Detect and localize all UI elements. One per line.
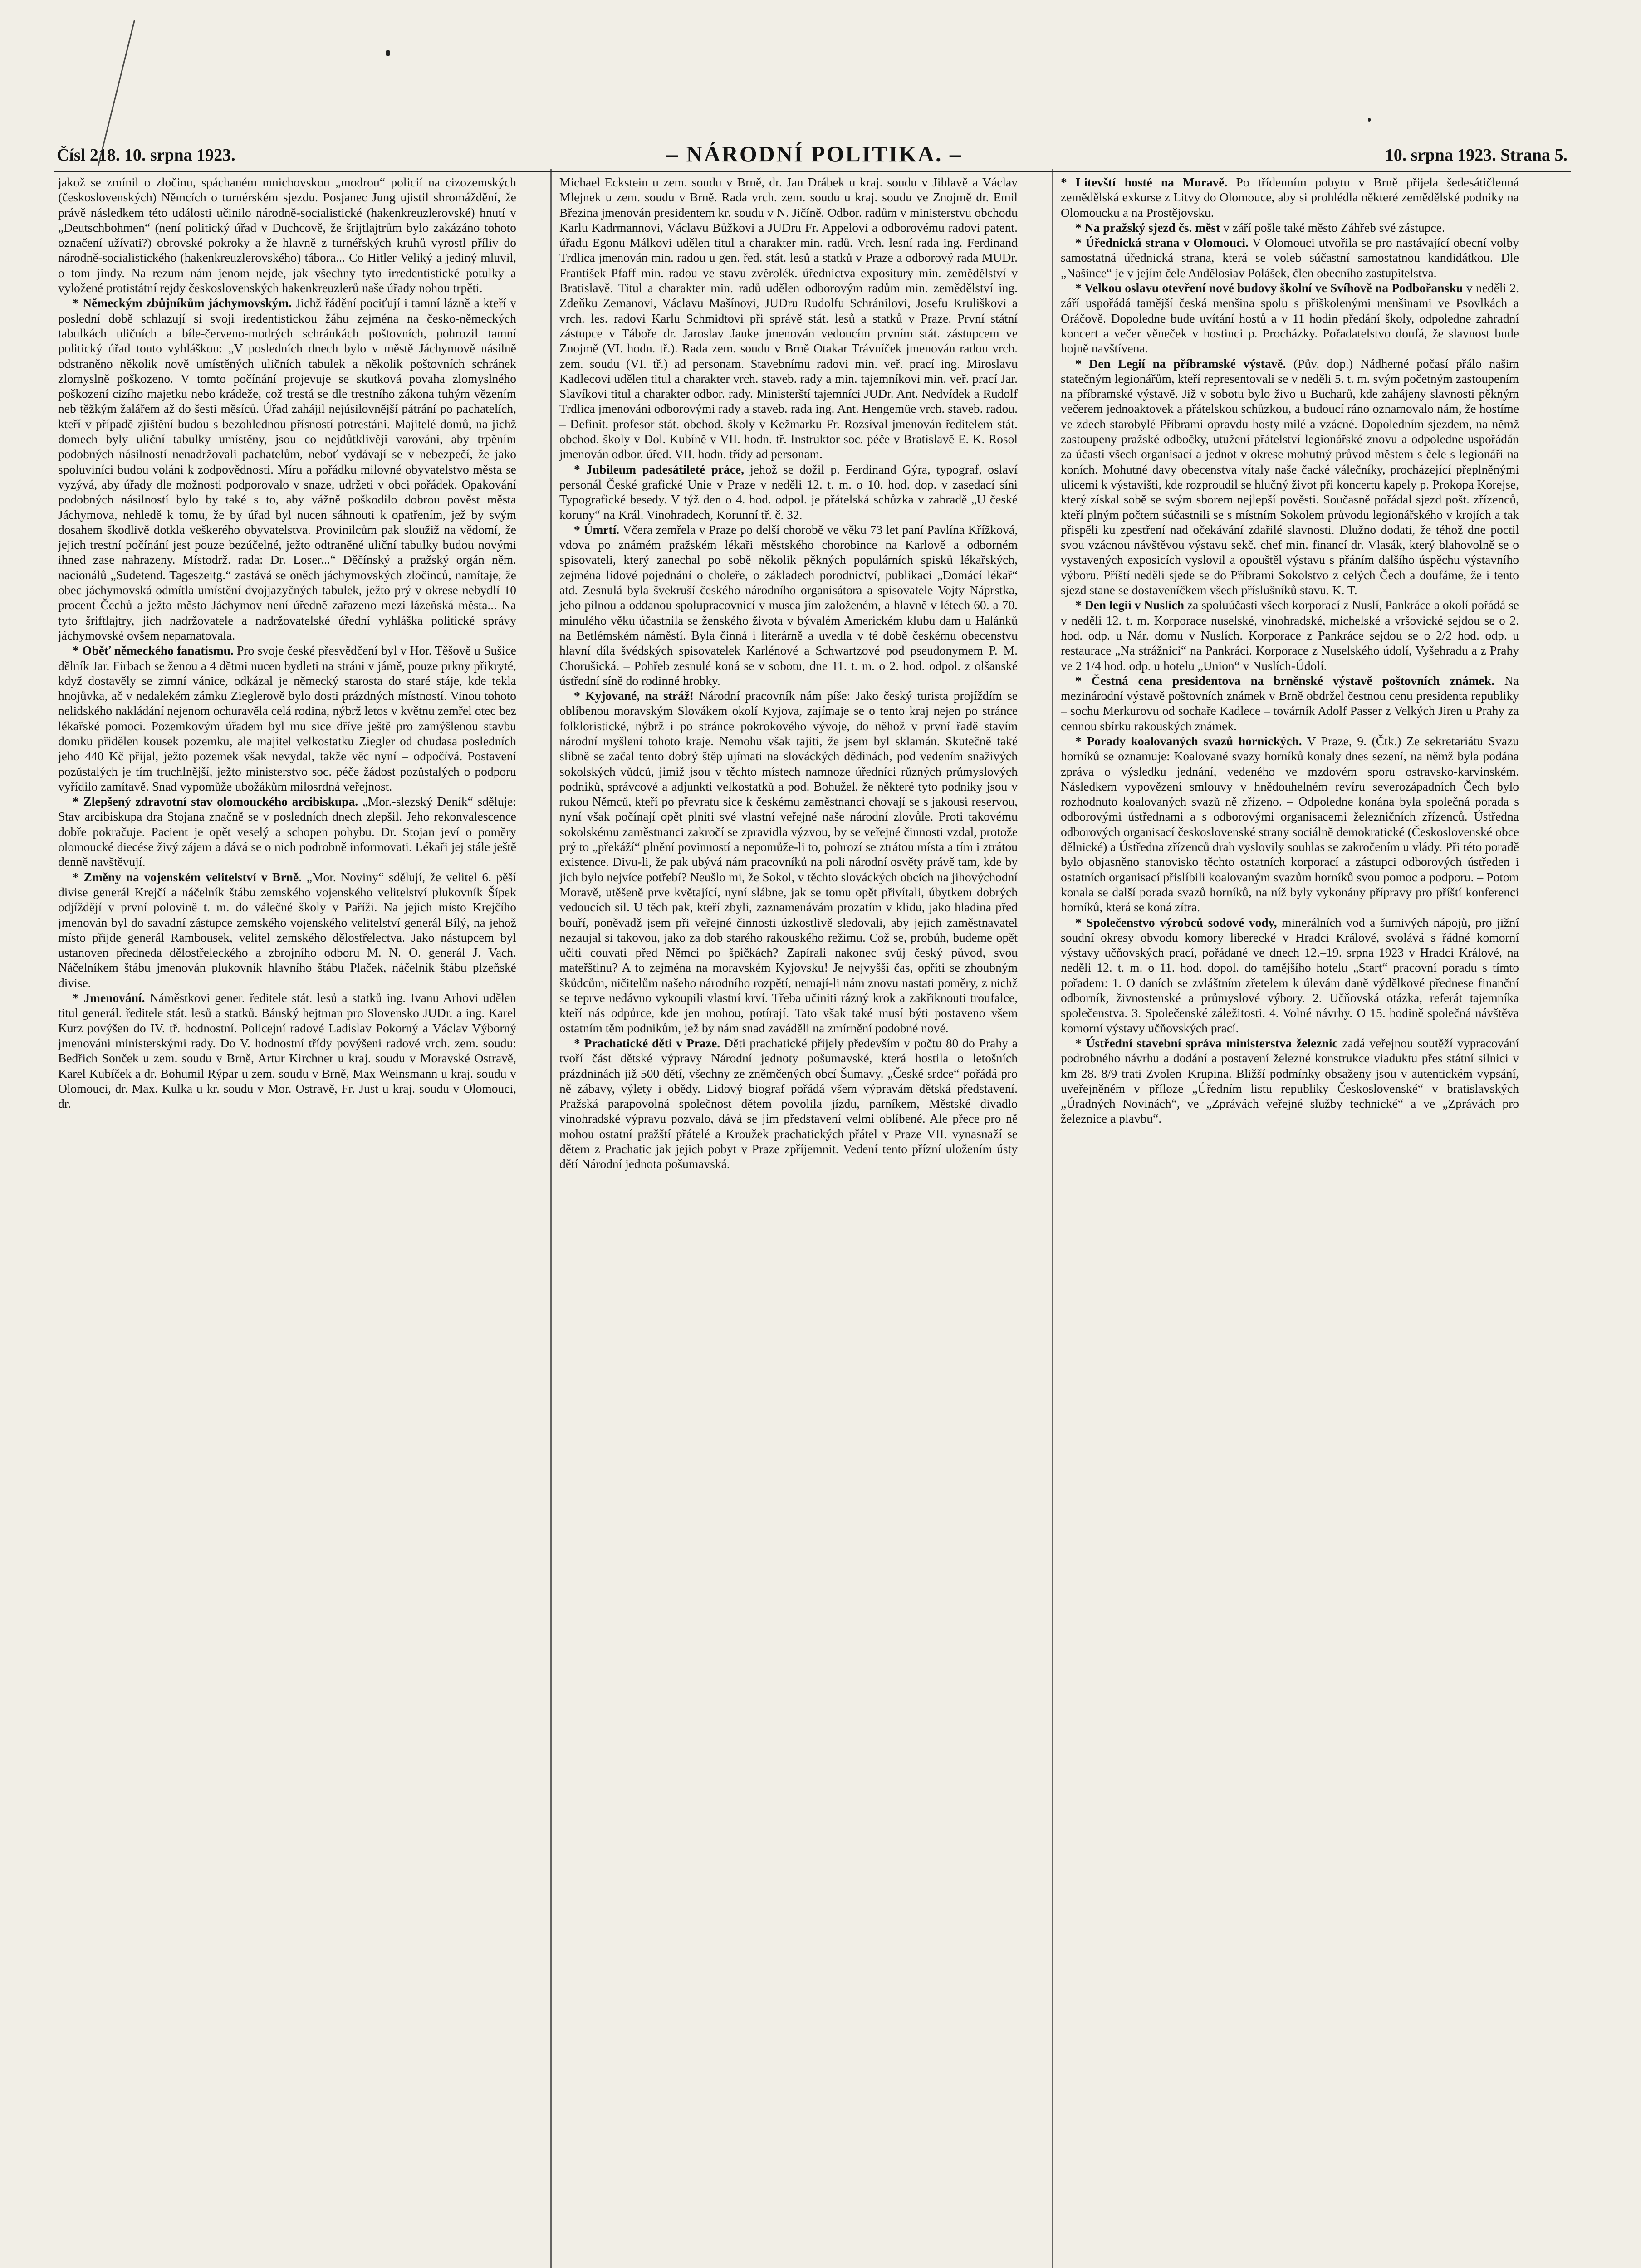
article-paragraph — [1061, 356, 1519, 598]
article-paragraph — [1061, 597, 1519, 673]
article-text: zadá veřejnou soutěží vypracování podrobného návrhu a dodání a postavení železné konstrukce viaduktu přes státní silnici v km 28. 8/9 trati Zvolen–Krupina. Bližší podmínky obsaženy jsou v autentickém vypsání, uveřejněném v příloze „Úředním listu republiky Československé“ v bratislavských „Úradných Novinách“, ve „Zprávách veřejné služby technické“ a ve „Zprávách pro železnice a plavbu“. — [1061, 1036, 1519, 1126]
issue-number-date: Čísl 218. 10. srpna 1923. — [57, 146, 235, 165]
article-paragraph — [58, 794, 516, 869]
article-text: v neděli 2. září uspořádá tamější česká menšina spolu s přiškolenými menšinami ve Psovlkách a Oráčově. Dopoledne bude uvítání hostů a v 11 hodin předání školy, odpoledne zahradní koncert a večer věneček v hostinci p. Procházky. Pořadatelstvo doufá, že slavnost bude hojně navštívena. — [1061, 281, 1519, 356]
column-divider — [550, 169, 552, 2268]
article-text: Pro svoje české přesvědčení byl v Hor. Těšově u Sušice dělník Jar. Firbach se ženou a 4 dětmi nucen bydleti na stráni v jámě, pouze prkny přikryté, když dostavěly se zimní vánice, odkázal je německý starosta do staré stáje, kde tekla hnojůvka, ač v nedalekém zámku Zieglerově bylo dosti prázdných místností. Vinou tohoto nelidského nakládání nejenom ochuravěla celá rodina, nýbrž letos v květnu zemřel otec bez lékařské pomoci. Pozemkovým úřadem byl mu sice dříve ještě pro zamýšlenou stavbu domku přidělen kousek pozemku, ale majitel velkostatku Ziegler od chudasa posledních jeho 440 Kč přijal, ježto pozemek však nevydal, takže věc nyní – odpočívá. Postavení pozůstalých je tím truchlnější, ježto ministerstvo soc. péče žádost pozůstalých o podporu vyřídilo zamítavě. Snad vypomůže ubožákům milosrdná veřejnost. — [58, 643, 516, 793]
article-column-2 — [559, 175, 1018, 2268]
article-paragraph — [58, 643, 516, 794]
masthead-title: – NÁRODNÍ POLITIKA. – — [666, 141, 962, 166]
article-paragraph — [1061, 235, 1519, 280]
article-paragraph — [559, 688, 1018, 1036]
article-paragraph — [559, 462, 1018, 522]
article-headline: * Prachatické děti v Praze. — [574, 1036, 720, 1050]
article-headline: * Německým zbůjníkům jáchymovským. — [73, 296, 292, 310]
article-paragraph — [58, 295, 516, 643]
article-paragraph — [58, 175, 516, 295]
article-text: Po třídenním pobytu v Brně přijela šedesátičlenná zemědělská exkurse z Litvy do Olomouce, aby si prohlédla některé zemědělské podniky na Olomoucku a na Prostějovsku. — [1061, 175, 1519, 220]
article-text: minerálních vod a šumivých nápojů, pro jižní soudní okresy obvodu komory liberecké v Hradci Králové, svolává s řádné komorní výstavy učňovských prací, pořádané ve dnech 12.–19. srpna 1923 v Hradci Králové, na neděli 12. t. m. o 11. hod. dopol. do tamějšího hotelu „Start“ pracovní poradu s tímto pořadem: 1. O daních se zvláštním zřetelem k úlevám daně výdělkové přednese finanční odborník, živnostenské a průmyslové výbory. 2. Učňovská otázka, referát tajemníka společenstva. 3. Společenské záležitosti. 4. Volné návrhy. O 15. hodině společná návštěva komorní výstavy učňovských prací. — [1061, 915, 1519, 1035]
article-paragraph — [1061, 1036, 1519, 1126]
article-headline: * Změny na vojenském velitelství v Brně. — [73, 870, 302, 884]
article-text: V Praze, 9. (Čtk.) Ze sekretariátu Svazu horníků se oznamuje: Koalované svazy horníků konaly dnes sezení, na němž byla podána zpráva o výsledku jednání, vedeného ve mzdovém sporu ostravsko-karvinském. Následkem vypovězení smlouvy v hnědouhelném revíru severozápadních Čech bylo rozhodnuto koalovaných svazů ně zřízeno. – Odpoledne konána byla společná porada s odborovými ústřednami a s odborovými organisacemi železničních zřízenců. Ústředna odborových organisací československé strany sociálně demokratické (Československé obce dělnické) a Ústředna zřízenců drah vyslovily souhlas se zakročením u vlády. Při této poradě bylo objasněno stanovisko těchto ostatních korporací a zástupci odborových ústředen i ostatních organisací přislíbili koalovaným svazům horníků svou pomoc a podporu. – Potom konala se další porada svazů horníků, na níž byly vykonány přípravy pro příští konferenci horníků, která se koná zítra. — [1061, 733, 1519, 914]
article-text: za spoluúčasti všech korporací z Nuslí, Pankráce a okolí pořádá se v neděli 12. t. m. Korporace nuselské, vinohradské, michelské a vršovické sejdou se o 2. hod. odp. u Nár. domu v Nuslích. Korporace z Pankráce sejdou se o 2/2 hod. odp. u restaurace „Na strážnici“ na Pankráci. Korporace z Nuselského údolí, Vyšehradu a z Prahy ve 2 1/4 hod. odp. u hotelu „Union“ v Nuslích-Údolí. — [1061, 598, 1519, 673]
article-headline: * Ústřední stavební správa ministerstva železnic — [1075, 1036, 1338, 1050]
article-text: jakož se zmínil o zločinu, spáchaném mnichovskou „modrou“ policií na cizozemských (československých) Němcích o turnérském sjezdu. Posjanec Jung ujistil shromáždění, že právě následkem této události učinilo národně-socialistické (hakenkreuzlerovské) hnutí v „Deutschbohmen“ (není politický úřad v Duchcově, že šrijtlajtrům bylo zakázáno tohoto označení užívati?) obrovské pokroky a že hlavně z turnéřských kruhů vyrostl příliv do národně-socialistického (hakenkreuzlerovského) tábora... Co Hitler Veliký a jediný mluvil, o tom jindy. Na rezum nám jenom nejde, jak všechny tyto irredentistické potulky a vyložené protistátní rejdy československých hakenkreuzlerů naše úřady nohou trpěti. — [58, 175, 516, 295]
header-rule — [54, 171, 1571, 172]
article-text: (Pův. dop.) Nádherné počasí přálo našim statečným legionářům, kteří representovali se v neděli 5. t. m. svým početným zastoupením na příbramské výstavě. Již v sobotu bylo živo u Bucharů, kde zahájeny slavnosti pěkným večerem jednoaktovek a přátelskou schůzkou, a budoucí ráno oznamovalo nám, že hostíme ve zdech starobylé Příbrami opravdu hosty milé a vzácné. Dopoledním sjezdem, na němž zastoupeny pražské odbočky, utužení přátelství legionářské znovu a odpoledne uspořádán za účasti všech organisací a jednot v okrese mohutný průvod městem s čele s legionáři na koních. Mohutné davy obecenstva vítaly naše čacké válečníky, procházející přeplněnými ulicemi k výstavišti, kde rozproudil se hlučný život při koncertu kapely p. Prokopa Korejse, který získal sobě se svým sborem nejlepší pověsti. Současně pořádal sjezd pošt. zřízenců, kteří plným počtem súčastnili se s místním Sokolem průvodu legionářského v krojích a tak přispěli ku zpestření nad očekávání zdařilé slavnosti. Dlužno dodati, že téhož dne poctil svou vzácnou návštěvou výstavu sekč. chef min. financí dr. Vlasák, který blahovolně se o vystavených exposicích vyslovil a opouštěl výstavu s přáním dalšího úspěchu výstavního výboru. Příští neděli sjede se do Příbrami Sokolstvo z celých Čech a doufáme, že i tento sjezd stane se dostaveníčkem všech příslušníků stavu. K. T. — [1061, 356, 1519, 597]
article-headline: * Zlepšený zdravotní stav olomouckého arcibiskupa. — [73, 794, 358, 809]
article-text: Včera zemřela v Praze po delší chorobě ve věku 73 let paní Pavlína Křížková, vdova po známém pražském lékaři městského chorobince na Karlově a odborném spisovateli, který zanechal po sobě několik pěkných populárních spisků lékařských, zejména lidové pojednání o choleře, o základech porodnictví, publikaci „Domácí lékař“ atd. Zesnulá byla švekruší českého národního organisátora a spisovatele Vojty Náprstka, jeho pilnou a oddanou spolupracovnicí v musea jím založeném, a hlavně v létech 60. a 70. minulého věku účastnila se ženského života v bývalém Americkém klubu dam u Halánků na Betlémském náměstí. Byla činná i literárně a uvedla v té době českému obecenstvu hlavní díla švédských spisovatelek Karlénové a Schwartzové pod pseudonymem P. M. Chorušická. – Pohřeb zesnulé koná se v sobotu, dne 11. t. m. o 2. hod. odpol. z olšanské ústřední síně do rodinné hrobky. — [559, 522, 1018, 688]
scan-speck — [1368, 118, 1371, 122]
article-text: v září pošle také město Záhřeb své zástupce. — [1223, 220, 1445, 235]
article-paragraph — [559, 1036, 1018, 1172]
article-column-1 — [58, 175, 516, 2268]
article-headline: * Oběť německého fanatismu. — [73, 643, 234, 658]
article-paragraph — [1061, 280, 1519, 356]
article-text: Michael Eckstein u zem. soudu v Brně, dr. Jan Drábek u kraj. soudu v Jihlavě a Václav Mlejnek u zem. soudu v Brně. Rada vrch. zem. soudu u kraj. soudu ve Znojmě dr. Emil Březina jmenován presidentem kr. soudu v N. Jičíně. Odbor. radům v ministerstvu obchodu Karlu Kadrmannovi, Václavu Bůžkovi a JUDru Fr. Appelovi a odborovému radovi patent. úřadu Egonu Málkovi udělen titul a charakter min. radů. Vrch. lesní rada ing. Ferdinand Trdlica jmenován min. radou u gen. řed. stát. lesů a statků v Praze a odborový rada MUDr. František Pfaff min. radou ve stavu zvěrolék. úřednictva expositury min. zemědělství v Bratislavě. Titul a charakter min. radů udělen odborovým radům min. zemědělství ing. Zdeňku Zemanovi, Václavu Mašínovi, JUDru Rudolfu Schránilovi, Josefu Kruliškovi a vrch. les. radovi Karlu Schmidtovi při správě stát. lesů a statků v Praze. První státní zástupce v Táboře dr. Jaroslav Jauke jmenován vedoucím prvním stát. zástupcem ve Znojmě (VI. hodn. tř.). Rada zem. soudu v Brně Otakar Trávníček jmenován radou vrch. zem. soudu (VI. tř.) ad personam. Stavebnímu radovi min. veř. prací ing. Miroslavu Kadlecovi udělen titul a charakter vrch. staveb. rady a min. tajemníkovi min. veř. prací Jar. Slavíkovi titul a charakter odbor. rady. Ministerští tajemníci JUDr. Ant. Nedvídek a Rudolf Trdlica jmenováni odborovými rady a staveb. rada ing. Ant. Hengemüe vrch. staveb. radou. – Definit. profesor stát. obchod. školy v Kežmarku Fr. Rozsíval jmenován ředitelem stát. obchod. školy v Dol. Kubíně v VII. hodn. tř. Instruktor soc. péče v Bratislavě E. K. Rosol jmenován odbor. úřed. VII. hodn. třídy ad personam. — [559, 175, 1018, 461]
scan-speck — [386, 50, 390, 56]
article-headline: * Na pražský sjezd čs. měst — [1075, 220, 1220, 235]
article-paragraph — [559, 175, 1018, 462]
article-paragraph — [1061, 175, 1519, 220]
article-headline: * Kyjované, na stráž! — [574, 689, 694, 703]
article-paragraph — [1061, 673, 1519, 733]
article-headline: * Jubileum padesátileté práce, — [574, 462, 745, 476]
article-text: Děti prachatické přijely především v počtu 80 do Prahy a tvoří část dětské výpravy Národní jednoty pošumavské, která hostila o letošních prázdninách již 500 dětí, všechny ze zněmčených obcí Šumavy. „České srdce“ pořádá pro ně zábavy, výlety i obědy. Lidový biograf pořádá všem výpravám dětská představení. Pražská parapovolná společnost dětem povolila jízdu, parníkem, Městské divadlo vinohradské výpravu pozvalo, dává se jim představení velmi oblíbené. Ale přece pro ně mohou ostatní pražští přátelé a Kroužek prachatických přátel v Praze VII. vynasnaží se dětem z Prachatic jak jejich pobyt v Praze zpříjemnit. Vedení tento přízní uložením ústy dětí Národní jednota pošumavská. — [559, 1036, 1018, 1171]
article-text: jehož se dožil p. Ferdinand Gýra, typograf, oslaví personál České grafické Unie v Praze v neděli 12. t. m. o 10. hod. dop. v zasedací síni Typografické besedy. V týž den o 4. hod. odpol. je přátelská schůzka v zahradě „U české koruny“ na Král. Vinohradech, Korunní tř. č. 32. — [559, 462, 1018, 522]
page-date-number: 10. srpna 1923. Strana 5. — [1385, 146, 1568, 165]
article-headline: * Čestná cena presidentova na brněnské výstavě poštovních známek. — [1075, 673, 1495, 688]
article-headline: * Úřednická strana v Olomouci. — [1075, 235, 1249, 250]
article-paragraph — [559, 522, 1018, 688]
article-text: Jichž řádění pociťují i tamní lázně a kteří v poslední době schlazují si svoji iredentistickou žáhu zejména na česko-německých tabulkách uličních a bíle-červeno-modrých schránkách poštovních, pohrozil tamní politický úřad touto vyhláškou: „V posledních dnech bylo v městě Jáchymově násilně odstraněno několik nově umístěných uličních tabulek a několik poštovních schránek zlomyslně poškozeno. V tomto počínání projevuje se skutková povaha zlomyslného poškození cizího majetku nebo krádeže, což trestá se dle trestního zákona tuhým vězením neb těžkým žalářem až do šesti měsíců. Úřad zahájil nejúsilovnější pátrání po pachatelích, kteří v případě zjištění budou s bezohlednou přísností potrestáni. Majitelé domů, na jichž domech byly uliční tabulky umístěny, jsou co nejdůtklivěji varováni, aby trpěním podobných násilností nenadržovali pachatelům, neboť vydávají se v nebezpečí, že jako spoluviníci budou voláni k zodpovědnosti. Míru a pořádku milovné obyvatelstvo města se vyzývá, aby úřady dle možnosti podporovalo v snaze, udržeti v obci pořádek. Opakování podobných násilností bylo by také s to, aby vážně poškodilo dobrou pověst města Jáchymova, nehledě k tomu, že by úřad byl nucen sáhnouti k opatřením, jež by svým dosahem škodlivě dotkla veškerého obyvatelstva. Provinilcům pak sloužiž na vědomí, že jejich trestní počínání jest pouze bezúčelné, ježto odtraněné uliční tabulky budou novými ihned zase nahrazeny. Místodrž. rada: Dr. Loser...“ Děčínský a pražský orgán něm. nacionálů „Sudetend. Tageszeitg.“ zastává se oněch jáchymovských zločinců, namítaje, že obec jáchymovská odmítla umístění dvojjazyčných tabulek, ježto prý v okrese nebydlí 10 procent Čechů a ježto město Jáchymov není úředně zařazeno mezi lázeňská města... Na tyto šriftlajtry, jich nadržovatele a nadržovatelské úřední vyhláška politické správy jáchymovské ovšem nepamatovala. — [58, 296, 516, 642]
article-text: Národní pracovník nám píše: Jako český turista projíždím se oblíbenou moravským Slovákem okolí Kyjova, zajímaje se o tento kraj nejen po stránce folkloristické, nýbrž i po stránce pokrokového vývoje, do něhož v první řadě stavím národní myšlení tohoto kraje. Nemohu však tajiti, že jsem byl sklamán. Skutečně také slibně se začal tento dobrý štěp ujímati na slováckých dědinách, pod vedením snaživých sokolských vůdců, jimiž jsou v těchto místech namnoze úředníci různých průmyslových podniků, správcové a adjunkti velkostatků a pod. Bohužel, že některé tyto podniky jsou v rukou Němců, kteří po převratu sice k českému zaměstnanci chovají se s jakousi reservou, nyní však počínají opět plniti své vlastní veřejné naše národní zlovůle. Proti takovému sokolskému zaměstnanci zakročí se zpravidla výzvou, by se veřejné činnosti vzdal, protože prý to „překáží“ plnění povinností a nepomůže-li to, pohrozí se ztrátou místa a tím i ztrátou existence. Divu-li, že pak ubývá nám pracovníků na poli národní osvěty právě tam, kde by jich bylo nejvíce potřebí? Neušlo mi, že Sokol, v těchto slováckých obcích na jihovýchodní Moravě, utěšeně prve květající, nyní slábne, jak se tomu opět přivítali, úbytkem dobrých vedoucích sil. U těch pak, kteří zbyli, zaznamenávám prozatím v klidu, jako hladina před bouří, poněvadž jsem při veřejné činnosti úzkostlivě sledovali, aby jejich zaměstnavatel nezaujal si takovou, jako za dob starého rakouského režimu. Což se, probůh, budeme opět učiti couvati před Němci po špičkách? Zapírali nakonec svůj český původ, svou mateřštinu? A to zejména na moravském Kyjovsku! Je nejvyšší čas, opříti se zhoubným škůdcům, ničitelům našeho národního rozpětí, nemají-li nám znovu nastati poměry, z nichž se teprve nedávno vykoupili vlastní krví. Třeba učiniti rázný krok a zakřiknouti troufalce, kteří nás odpůrce, kde jen mohou, potírají. Tato však také musí býti postaveno všem ostatním těm podnikům, jež by nám snad zaváděli na zmírnění podobné nové. — [559, 689, 1018, 1035]
article-paragraph — [1061, 915, 1519, 1036]
article-headline: * Porady koalovaných svazů hornických. — [1075, 733, 1302, 748]
article-text: „Mor. Noviny“ sdělují, že velitel 6. pěší divise generál Krejčí a náčelník štábu zemského vojenského velitelství plukovník Šípek odjíždějí v první polovině t. m. do válečné školy v Paříži. Na jejich místo Krejčího jmenován byl do savadní zástupce zemského vojenského velitelství generál Bílý, na jehož místo přijde generál Rambousek, velitel zemského dělostřelectva. Jako nástupcem byl ustanoven předneda dělostřeleckého a zbrojního odboru M. N. O. generál J. Vach. Náčelníkem štábu jmenován plukovník hlavního štábu Plaček, náčelník štábu plzeňské divise. — [58, 870, 516, 990]
article-paragraph — [1061, 220, 1519, 235]
article-paragraph — [58, 870, 516, 990]
article-text: Náměstkovi gener. ředitele stát. lesů a statků ing. Ivanu Arhovi udělen titul generál. ředitele stát. lesů a statků. Bánský hejtman pro Slovensko JUDr. a ing. Karel Kurz povýšen do IV. tř. hodnostní. Policejní radové Ladislav Pokorný a Václav Výborný jmenováni ministerskými rady. Do V. hodnostní třídy povýšeni radové vrch. zem. soudu: Bedřich Sonček u zem. soudu v Brně, Artur Kirchner u kraj. soudu v Moravské Ostravě, Karel Kubíček a dr. Bohumil Rýpar u zem. soudu v Brně, Max Weinsmann u kraj. soudu v Olomouci, dr. Max. Kulka u kr. soudu v Mor. Ostravě, Fr. Just u kraj. soudu v Olomouci, dr. — [58, 991, 516, 1111]
article-paragraph — [58, 990, 516, 1111]
article-headline: * Úmrtí. — [574, 522, 620, 537]
article-paragraph — [1061, 733, 1519, 915]
article-headline: * Jmenování. — [73, 991, 145, 1005]
article-headline: * Den legií v Nuslích — [1075, 598, 1184, 612]
article-headline: * Litevští hosté na Moravě. — [1061, 175, 1228, 189]
page-header — [57, 141, 1568, 168]
article-text: V Olomouci utvořila se pro nastávající obecní volby samostatná úřednická strana, která se voleb súčastní samostatnou kandidátkou. Dle „Našince“ je v jejím čele Andělosiav Polášek, člen obecního zastupitelstva. — [1061, 235, 1519, 280]
article-headline: * Společenstvo výrobců sodové vody, — [1075, 915, 1277, 929]
article-column-3 — [1061, 175, 1519, 2268]
article-headline: * Den Legií na příbramské výstavě. — [1075, 356, 1286, 371]
article-text: „Mor.-slezský Deník“ sděluje: Stav arcibiskupa dra Stojana značně se v posledních dnech zlepšil. Jeho rekonvalescence dobře pokračuje. Pacient je opět veselý a schopen pohybu. Dr. Stojan jeví o poměry olomoucké diecése živý zájem a dává se o nich podrobně informovati. Lékaři jej stále ještě denně navštěvují. — [58, 794, 516, 869]
article-text: Na mezinárodní výstavě poštovních známek v Brně obdržel čestnou cenu presidenta republiky – sochu Merkurovu od sochaře Kadlece – továrník Adolf Passer z Velkých Jiren u Prahy za cennou sbírku rakouských známek. — [1061, 673, 1519, 733]
article-headline: * Velkou oslavu otevření nové budovy školní ve Svíhově na Podbořansku — [1075, 281, 1463, 295]
column-divider — [1052, 169, 1053, 2268]
